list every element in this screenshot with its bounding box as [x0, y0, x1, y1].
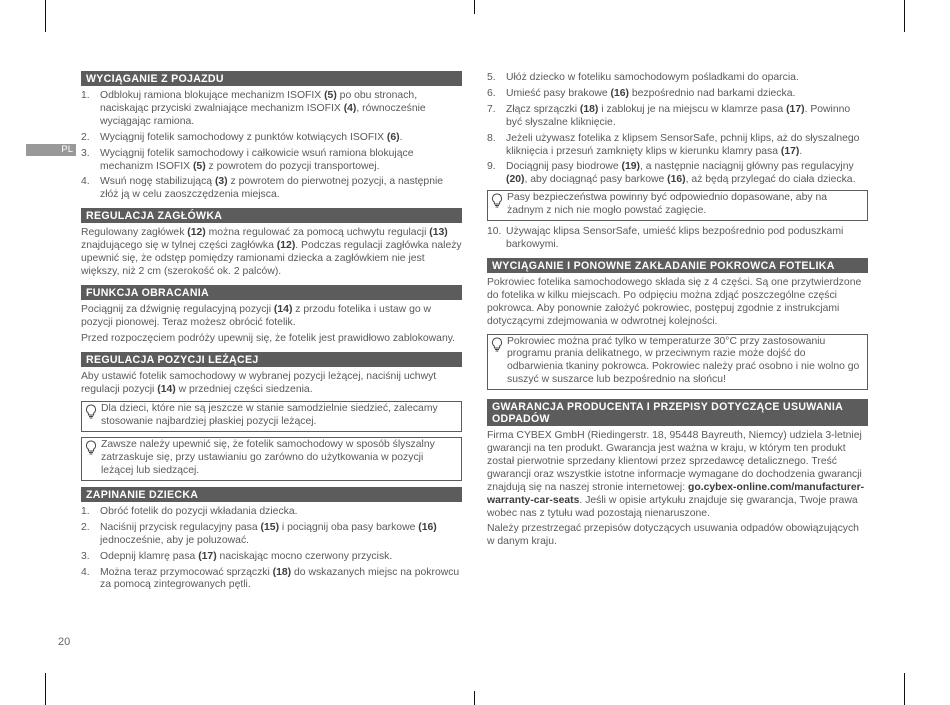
text-segment: Wyciągnij fotelik samochodowy i całkowicie wsuń ramiona blokujące mechanizm ISOFIX [100, 147, 414, 172]
text-segment: . Powinno być słyszalne kliknięcie. [506, 103, 851, 128]
list-text [100, 567, 462, 593]
part-reference: (5) [324, 90, 337, 101]
list-item [81, 90, 462, 129]
section-heading-rotation: FUNKCJA OBRACANIA [81, 285, 462, 300]
part-reference: (19) [621, 161, 640, 173]
list-text [506, 72, 868, 85]
rotation-paragraph-2: Przed rozpoczęciem podróży upewnij się, że fotelik jest prawidłowo zablokowany. [81, 332, 456, 344]
list-item [81, 176, 462, 202]
crop-mark [474, 0, 475, 14]
left-column [81, 71, 462, 595]
note-text: Zawsze należy upewnić się, że fotelik samochodowy w sposób ślyszalny zatrzaskuje się, przy ustawianiu go zarówno do użytkowania w pozycji leżącej lub siedzącej. [101, 439, 435, 477]
list-number: 7. [487, 103, 496, 115]
list-item [487, 226, 868, 252]
text-segment: z powrotem do pozycji transportowej. [205, 160, 380, 172]
text-segment: i zablokuj je na miejscu w klamrze pasa [598, 103, 787, 115]
section-heading-cover: WYCIĄGANIE I PONOWNE ZAKŁADANIE POKROWCA FOTELIKA [487, 258, 868, 273]
list-number: 10. [487, 226, 502, 238]
part-reference: (14) [157, 383, 176, 395]
text-segment: jednocześnie, aby je poluzować. [100, 534, 250, 546]
list-number: 8. [487, 132, 496, 144]
text-segment: Odepnij klamrę pasa [100, 550, 199, 562]
section-heading-removal: WYCIĄGANIE Z POJAZDU [81, 71, 462, 86]
crop-mark [904, 0, 905, 32]
list-text [506, 161, 868, 187]
part-reference: (17) [198, 550, 217, 562]
lightbulb-icon [491, 337, 503, 352]
recline-note-1 [81, 401, 462, 432]
list-item [487, 133, 868, 159]
list-number: 2. [81, 131, 90, 143]
list-text [506, 133, 868, 159]
list-text [100, 522, 462, 548]
text-segment: Można teraz przymocować sprzączki [100, 566, 273, 578]
text-segment: Wsuń nogę stabilizującą [100, 176, 215, 188]
text-segment: i pociągnij oba pasy barkowe [279, 521, 419, 533]
list-item [487, 72, 868, 85]
text-segment: . [399, 131, 403, 143]
list-text [100, 132, 462, 145]
crop-mark [474, 691, 475, 705]
securing-steps [81, 506, 462, 592]
washing-note [487, 334, 868, 391]
text-segment: . Podczas regulacji zagłówka należy upewnić się, że odstęp pomiędzy ramionami dziecka a zagłówkiem nie jest większy, niż 2 cm (szerokość ok. 2 palców). [81, 240, 462, 277]
part-reference: (12) [276, 240, 296, 252]
list-number: 4. [81, 176, 90, 188]
list-text [100, 148, 462, 174]
right-column [487, 71, 868, 549]
text-segment: Pociągnij za dźwignię regulacyjną pozycji [81, 303, 274, 315]
text-segment: Obróć fotelik do pozycji wkładania dziecka. [100, 505, 298, 517]
cover-paragraph: Pokrowiec fotelika samochodowego składa się z 4 części. Są one przytwierdzone do fotelika w kilku miejscach. Po odpięciu można zdjąć poszczególne części pokrowca. Aby ponownie założyć pokrowiec, postępuj zgodnie z instrukcjami dotyczącymi zdejmowania w odwrotnej kolejności. [487, 276, 862, 327]
part-reference: (15) [260, 521, 280, 533]
list-number: 2. [81, 521, 90, 533]
list-text [100, 90, 462, 129]
text-segment: można regulować za pomocą uchwytu regulacji [205, 227, 430, 239]
list-number: 4. [81, 566, 90, 578]
note-text: Dla dzieci, które nie są jeszcze w stanie samodzielnie siedzieć, zalecamy stosowanie najbardziej płaskiej pozycji leżącej. [101, 403, 438, 428]
text-segment: po obu stronach, naciskając przyciski zwalniające mechanizm ISOFIX [100, 90, 418, 114]
list-number: 6. [487, 87, 496, 99]
part-reference: (17) [786, 103, 805, 115]
note-text: Pokrowiec można prać tylko w temperaturze 30°C przy zastosowaniu programu prania delikatnego, w przeciwnym razie może dojść do odbarwienia tkaniny pokrowca. Pokrowiec należy prać osobno i nie wolno go suszyć w suszarce lub bezpośrednio na słońcu! [507, 335, 860, 386]
list-item [81, 551, 462, 564]
warranty-text: Firma CYBEX GmbH (Riedingerstr. 18, 95448 Bayreuth, Niemcy) udziela 3-letniej gwarancji na ten produkt. Gwarancja jest ważna w kraju, w którym ten produkt został pierwotnie sprzedany klientowi przez sprzedawcę detalicznego. Treść gwarancji oraz wszystkie istotne informacje wymagane do dochodzenia gwarancji znajdują się na naszej stronie internetowej: [487, 430, 862, 493]
lightbulb-icon [491, 193, 503, 208]
part-reference: (12) [187, 227, 206, 239]
text-segment: , aż będą przylegać do ciała dziecka. [685, 174, 856, 186]
recline-paragraph [81, 371, 462, 397]
rotation-paragraph [81, 304, 462, 330]
text-segment: Ułóż dziecko w foteliku samochodowym pośladkami do oparcia. [506, 72, 799, 83]
crop-mark [904, 673, 905, 705]
text-segment: Odblokuj ramiona blokujące mechanizm ISOFIX [100, 90, 325, 101]
text-segment: z powrotem do pierwotnej pozycji, a następnie złóż ją w celu zaoszczędzenia miejsca. [100, 176, 444, 201]
part-reference: (4) [343, 102, 357, 114]
list-item [81, 567, 462, 593]
list-text [506, 88, 868, 101]
part-reference: (20) [506, 174, 525, 186]
list-item [487, 104, 868, 130]
part-reference: (16) [610, 87, 630, 99]
text-segment: , równocześnie wyciągając ramiona. [100, 102, 426, 127]
part-reference: (3) [214, 176, 228, 188]
text-segment: bezpośrednio nad barkami dziecka. [629, 87, 796, 99]
text-segment: Regulowany zagłówek [81, 227, 188, 239]
list-number: 3. [81, 550, 90, 562]
section-heading-warranty: GWARANCJA PRODUCENTA I PRZEPISY DOTYCZĄCE USUWANIA ODPADÓW [487, 399, 868, 426]
text-segment: , aby dociągnąć pasy barkowe [524, 174, 668, 186]
securing-steps-final [487, 226, 868, 252]
harness-note [487, 190, 868, 221]
list-number: 5. [487, 72, 496, 83]
part-reference: (18) [272, 566, 292, 578]
warranty-text-tail: . Jeśli w opisie artykułu znajduje się gwarancja, Twoje prawa wobec nas z tytułu wad pozostają nienaruszone. [487, 494, 858, 519]
text-segment: z przodu fotelika i ustaw go w pozycji pionowej. Teraz możesz obrócić fotelik. [81, 303, 432, 328]
text-segment: naciskając mocno czerwony przycisk. [216, 550, 393, 562]
text-segment: w przedniej części siedzenia. [175, 383, 313, 395]
part-reference: (16) [418, 521, 437, 533]
list-item [81, 522, 462, 548]
list-number: 3. [81, 147, 90, 159]
list-item [487, 161, 868, 187]
part-reference: (14) [273, 303, 293, 315]
list-text [100, 506, 462, 519]
section-heading-securing-child: ZAPINANIE DZIECKA [81, 487, 462, 502]
text-segment: do wskazanych miejsc na pokrowcu za pomocą zintegrowanych pętli. [100, 566, 460, 591]
lightbulb-icon [85, 404, 97, 419]
part-reference: (18) [579, 103, 599, 115]
text-segment: , a następnie naciągnij główny pas regulacyjny [640, 161, 854, 173]
section-heading-recline: REGULACJA POZYCJI LEŻĄCEJ [81, 352, 462, 367]
list-number: 9. [487, 161, 496, 173]
language-tab: PL [26, 144, 76, 156]
list-item [81, 506, 462, 519]
section-heading-headrest: REGULACJA ZAGŁÓWKA [81, 208, 462, 223]
crop-mark [45, 673, 46, 705]
securing-steps-continued [487, 72, 868, 187]
text-segment: Umieść pasy brakowe [506, 87, 611, 99]
part-reference: (5) [192, 160, 206, 172]
warranty-link[interactable]: go.cybex-online.com/manufacturer-warranty-car-seats [487, 481, 865, 506]
note-text: Pasy bezpieczeństwa powinny być odpowiednio dopasowane, aby na żadnym z nich nie mogło powstać zagięcie. [507, 192, 828, 217]
list-item [81, 148, 462, 174]
text-segment: Używając klipsa SensorSafe, umieść klips bezpośrednio pod poduszkami barkowymi. [506, 226, 844, 250]
part-reference: (16) [667, 174, 686, 186]
text-segment: Jeżeli używasz fotelika z klipsem SensorSafe, pchnij klips, aż do słyszalnego kliknięcia i przesuń zamknięty klips w kierunku klamry pasa [506, 132, 860, 157]
text-segment: Wyciągnij fotelik samochodowy z punktów kotwiących ISOFIX [100, 131, 387, 143]
list-number: 1. [81, 90, 90, 101]
list-item [487, 88, 868, 101]
text-segment: Dociągnij pasy biodrowe [506, 161, 622, 173]
text-segment: . [799, 145, 803, 157]
removal-steps [81, 90, 462, 202]
disposal-paragraph: Należy przestrzegać przepisów dotyczących usuwania odpadów obowiązujących w danym kraju. [487, 523, 859, 548]
lightbulb-icon [85, 440, 97, 455]
list-text [506, 226, 868, 252]
list-number: 1. [81, 505, 90, 517]
list-item [81, 132, 462, 145]
crop-mark [45, 0, 46, 32]
part-reference: (17) [780, 145, 800, 157]
headrest-paragraph [81, 227, 462, 279]
recline-note-2 [81, 437, 462, 481]
list-text [506, 104, 868, 130]
list-text [100, 551, 462, 564]
text-segment: Aby ustawić fotelik samochodowy w wybranej pozycji leżącej, naciśnij uchwyt regulacji pozycji [81, 370, 437, 395]
page-number: 20 [58, 636, 71, 648]
text-segment: znajdującego się w tylnej części zagłówka [81, 240, 277, 252]
part-reference: (13) [429, 227, 448, 239]
part-reference: (6) [386, 131, 400, 143]
text-segment: Złącz sprzączki [506, 103, 580, 115]
warranty-paragraph [487, 430, 868, 520]
text-segment: Naciśnij przycisk regulacyjny pasa [100, 521, 261, 533]
list-text [100, 176, 462, 202]
